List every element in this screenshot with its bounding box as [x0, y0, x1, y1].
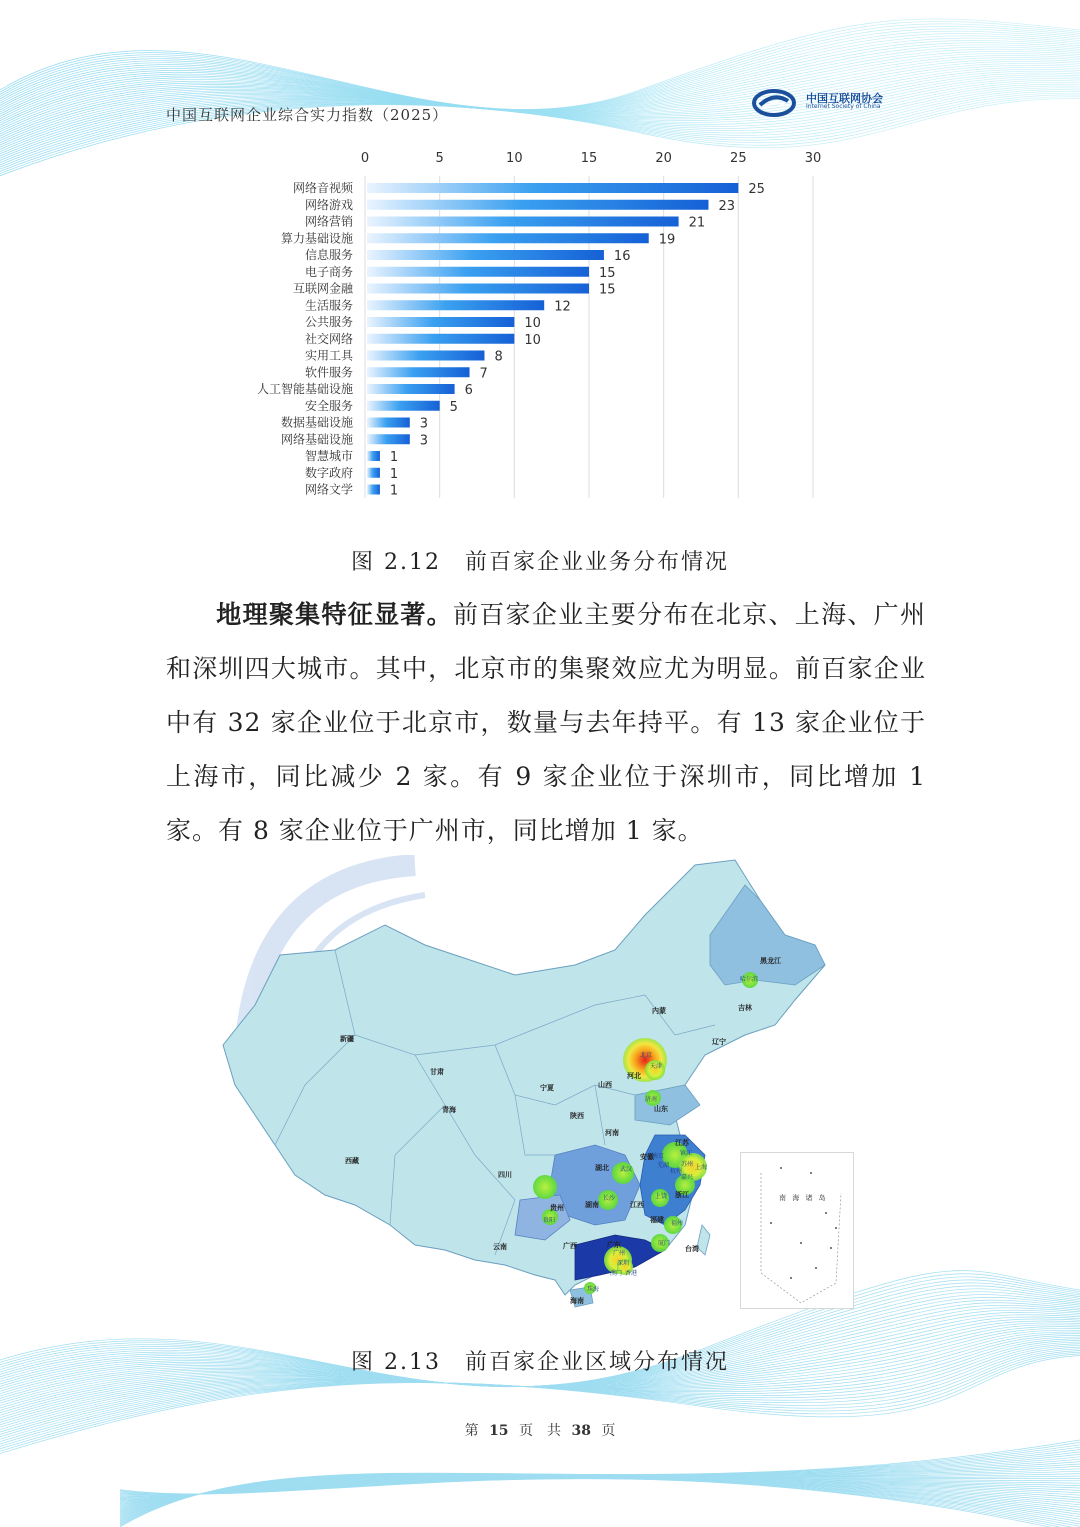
city-label: 杭州	[670, 1168, 683, 1175]
logo-en-text: Internet Society of China	[806, 103, 881, 110]
category-label: 人工智能基础设施	[256, 382, 353, 396]
category-label: 网络营销	[304, 214, 353, 229]
province-label: 浙江	[675, 1191, 689, 1199]
province-label: 广东	[607, 1241, 621, 1249]
bar	[367, 284, 589, 294]
province-label: 福建	[650, 1216, 664, 1224]
value-label: 5	[449, 399, 458, 415]
value-label: 1	[389, 483, 399, 499]
category-label: 智慧城市	[304, 449, 353, 463]
city-label: 北京	[640, 1052, 653, 1059]
category-label: 网络文学	[304, 482, 353, 497]
bar	[367, 183, 738, 193]
bar	[367, 384, 455, 394]
province-label: 宁夏	[540, 1084, 554, 1092]
province-label: 江西	[630, 1201, 644, 1209]
isc-logo	[752, 88, 892, 118]
category-label: 公共服务	[304, 315, 353, 329]
category-label: 信息服务	[304, 248, 353, 262]
city-label: 芜湖	[657, 1162, 670, 1169]
province-label: 山东	[654, 1105, 668, 1113]
value-label: 10	[524, 332, 541, 348]
category-label: 数字政府	[304, 465, 353, 480]
figure-2-12-caption: 图 2.12 前百家企业业务分布情况	[351, 550, 729, 575]
value-label: 12	[554, 299, 571, 315]
city-label: 深圳	[617, 1260, 630, 1267]
province-label: 云南	[493, 1243, 507, 1251]
city-label: 贵阳	[543, 1217, 556, 1224]
province-label: 黑龙江	[760, 957, 781, 965]
total-pages: 38	[571, 1423, 591, 1439]
province-label: 甘肃	[430, 1068, 444, 1076]
figure-2-13-caption: 图 2.13 前百家企业区域分布情况	[351, 1350, 729, 1375]
value-label: 6	[464, 383, 473, 398]
value-label: 15	[599, 265, 616, 281]
city-label: 福州	[671, 1220, 684, 1227]
value-label: 19	[658, 232, 676, 248]
city-label: 苏州	[681, 1161, 694, 1168]
bar	[367, 468, 380, 478]
south-china-sea-inset	[740, 1152, 854, 1309]
province-label: 吉林	[738, 1004, 752, 1012]
bar	[367, 217, 679, 227]
province-label: 青海	[442, 1106, 456, 1114]
value-label: 3	[419, 433, 429, 449]
value-label: 7	[479, 366, 488, 382]
x-tick-label: 5	[435, 151, 444, 166]
category-label: 电子商务	[304, 264, 353, 279]
city-label: 厦门	[658, 1240, 671, 1247]
city-label: 镇江	[680, 1150, 693, 1157]
inset-label: 南 海 诸 岛	[779, 1194, 828, 1202]
business-distribution-chart	[240, 140, 840, 505]
province-label: 山西	[598, 1081, 612, 1089]
province-label: 台湾	[685, 1245, 699, 1253]
province-label: 四川	[498, 1171, 512, 1179]
x-tick-label: 0	[360, 151, 370, 166]
bar	[367, 485, 380, 495]
value-label: 21	[688, 215, 706, 231]
value-label: 23	[718, 198, 736, 214]
city-label: 哈尔滨	[740, 976, 759, 983]
current-page: 15	[489, 1423, 509, 1439]
province-label: 河北	[627, 1072, 641, 1080]
value-label: 1	[389, 450, 399, 465]
city-label: 济南	[645, 1096, 658, 1103]
province-label: 辽宁	[712, 1038, 726, 1046]
province-label: 江苏	[675, 1139, 689, 1147]
bar	[367, 267, 589, 277]
value-label: 15	[599, 282, 616, 298]
value-label: 8	[494, 349, 503, 365]
province-label: 新疆	[340, 1035, 354, 1043]
logo-cn-text: 中国互联网协会	[806, 92, 883, 105]
footer-suffix: 页	[601, 1423, 616, 1439]
footer-mid: 页 共	[519, 1423, 561, 1439]
inset-islands	[741, 1153, 853, 1308]
city-label: 澳门	[610, 1270, 623, 1277]
category-label: 互联网金融	[292, 281, 353, 296]
city-label: 上海	[695, 1164, 708, 1171]
bar	[367, 418, 410, 428]
category-label: 软件服务	[304, 365, 353, 380]
x-tick-label: 30	[804, 151, 822, 166]
footer-prefix: 第	[464, 1423, 479, 1439]
city-label: 南京	[652, 1153, 665, 1160]
city-label: 上饶	[655, 1193, 668, 1200]
province-label: 海南	[570, 1297, 584, 1305]
x-tick-label: 20	[655, 151, 672, 166]
province-label: 内蒙	[652, 1007, 666, 1015]
city-label: 长沙	[603, 1195, 616, 1202]
body-paragraph	[166, 588, 926, 858]
bar	[367, 250, 604, 260]
province-label: 陕西	[570, 1112, 584, 1120]
province-label: 西藏	[345, 1157, 359, 1165]
province-label: 广西	[563, 1242, 577, 1250]
page-footer	[0, 1420, 1080, 1440]
bar	[367, 451, 380, 461]
bar	[367, 434, 410, 444]
paragraph-lead: 地理聚集特征显著。	[216, 600, 453, 629]
province-label: 河南	[605, 1129, 619, 1137]
province-label: 湖北	[595, 1164, 609, 1172]
city-label: 珠海	[587, 1286, 600, 1293]
category-label: 安全服务	[304, 398, 353, 413]
city-label: 武汉	[620, 1166, 633, 1173]
bar	[367, 351, 484, 361]
header-title: 中国互联网企业综合实力指数（2025）	[166, 106, 449, 124]
paragraph-text: 前百家企业主要分布在北京、上海、广州和深圳四大城市。其中，北京市的集聚效应尤为明显。前百家企业中有 32 家企业位于北京市，数量与去年持平。有 13 家企业位于上海市，同比减少 2 家。有 9 家企业位于深圳市，同比增加 1 家。有 8 家企业位于广州市，同比增加 1 家。	[166, 600, 926, 845]
category-label: 网络基础设施	[280, 432, 353, 447]
category-label: 社交网络	[304, 331, 353, 346]
category-label: 生活服务	[304, 298, 353, 313]
category-label: 数据基础设施	[280, 415, 353, 430]
bar	[367, 367, 470, 377]
city-label: 天津	[650, 1063, 663, 1070]
province-label: 安徽	[640, 1153, 654, 1161]
city-label: 香港	[625, 1270, 638, 1277]
city-label: 广州	[613, 1250, 626, 1257]
bar	[367, 200, 708, 210]
category-label: 实用工具	[304, 348, 353, 363]
value-label: 25	[748, 182, 765, 197]
x-tick-label: 25	[730, 151, 747, 166]
bar	[367, 317, 514, 327]
category-label: 网络游戏	[304, 197, 353, 212]
value-label: 16	[613, 249, 631, 264]
value-label: 3	[419, 416, 429, 432]
bar	[367, 334, 514, 344]
city-label: 嘉兴	[681, 1174, 694, 1181]
category-label: 算力基础设施	[280, 231, 353, 246]
bar	[367, 401, 440, 411]
bar	[367, 300, 544, 310]
value-label: 1	[389, 466, 399, 482]
x-tick-label: 10	[506, 151, 523, 166]
isc-logo-icon	[752, 88, 796, 118]
x-tick-label: 15	[580, 151, 598, 166]
category-label: 网络音视频	[292, 181, 353, 195]
value-label: 10	[524, 316, 541, 331]
province-label: 湖南	[585, 1201, 599, 1209]
province-label: 贵州	[550, 1204, 564, 1212]
bar	[367, 233, 649, 243]
